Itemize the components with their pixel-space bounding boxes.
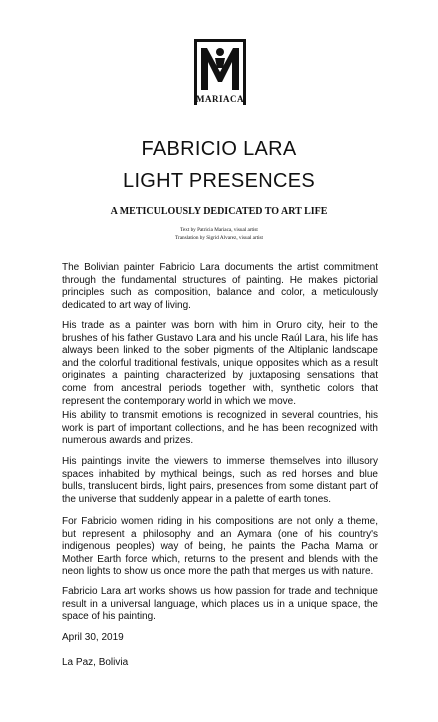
body-paragraph-2: His trade as a painter was born with him in Oruro city, heir to the brushes of his father Gustavo Lara and his uncle Raúl Lara, his life has always been linked to the sober pigments of the Altiplanic landscape and the colorful traditional festivals, unique opposites which as a result originates a painting characterized by juxtaposing sensations that come from ancestral periods together with, synthetic colors that represent the contemporary world in which we move. bbox=[62, 320, 378, 407]
document-date: April 30, 2019 bbox=[62, 632, 124, 643]
credit-translation: Translation by Sigrid Alvarez, visual artist bbox=[175, 235, 263, 241]
artist-name: FABRICIO LARA bbox=[141, 138, 297, 160]
logo-wordmark: MARIACA bbox=[196, 94, 244, 104]
body-paragraph-6: Fabricio Lara art works shows us how passion for trade and technique result in a universal language, which places us in a unique space, the space of his painting. bbox=[62, 586, 378, 623]
document-place: La Paz, Bolivia bbox=[62, 657, 129, 668]
body-paragraph-4: His paintings invite the viewers to immerse themselves into illusory spaces inhabited by mythical beings, such as red horses and blue bulls, translucent birds, light pairs, presences from some distant part of the universe that suddenly appear in a palette of earth tones. bbox=[62, 456, 378, 505]
subtitle: A METICULOUSLY DEDICATED TO ART LIFE bbox=[110, 206, 328, 217]
credit-author: Text by Patricia Mariaca, visual artist bbox=[180, 227, 258, 233]
exhibition-title: LIGHT PRESENCES bbox=[123, 170, 315, 192]
body-paragraph-3: His ability to transmit emotions is recognized in several countries, his work is part of important collections, and he has been recognized with numerous awards and prizes. bbox=[62, 410, 378, 447]
body-paragraph-1: The Bolivian painter Fabricio Lara documents the artist commitment through the fundamental structures of painting. He makes pictorial principles such as composition, balance and color, a meticulously dedicated to art way of living. bbox=[62, 262, 378, 311]
body-paragraph-5: For Fabricio women riding in his compositions are not only a theme, but represent a philosophy and an Aymara (one of his country's indigenous peoples) way of being, he paints the Pacha Mama or Mother Earth force which, returns to the present and blends with the neon lights to show us once more the path that merges us with nature. bbox=[62, 516, 378, 578]
mariaca-logo bbox=[193, 38, 247, 106]
credits bbox=[0, 226, 438, 242]
